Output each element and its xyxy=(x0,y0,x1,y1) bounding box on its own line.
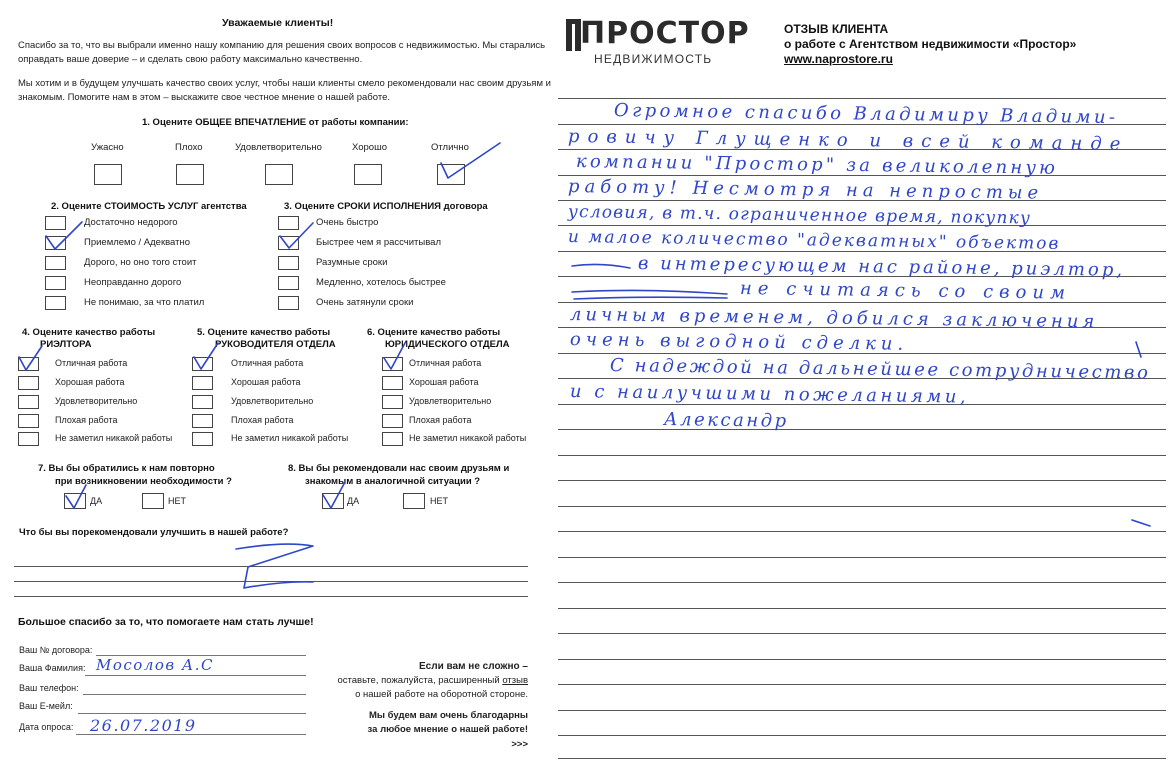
review-line: работу! Несмотря на непростые xyxy=(567,176,1044,204)
q4-title-line: 4. Оцените качество работы xyxy=(22,327,156,338)
q3-option-label: Очень затянули сроки xyxy=(316,297,414,308)
logo-subtitle: НЕДВИЖИМОСТЬ xyxy=(594,52,713,66)
q3-option-label: Быстрее чем я рассчитывал xyxy=(316,237,442,248)
q6-option-label: Удовлетворительно xyxy=(409,396,492,406)
review-heading: ОТЗЫВ КЛИЕНТА xyxy=(784,22,889,36)
q3-option-label: Медленно, хотелось быстрее xyxy=(316,277,446,288)
q6-option-label: Не заметил никакой работы xyxy=(409,433,527,443)
q5-option-label: Удовлетворительно xyxy=(231,396,314,406)
side-note-line: о нашей работе на оборотной стороне. xyxy=(355,689,528,700)
side-note-text: оставьте, пожалуйста, расширенный xyxy=(337,675,500,686)
side-note-line: Мы будем вам очень благодарны xyxy=(369,710,528,721)
q6-option-label: Хорошая работа xyxy=(409,377,479,387)
q2-title: 2. Оцените СТОИМОСТЬ УСЛУГ агентства xyxy=(51,201,247,212)
contract-label: Ваш № договора: xyxy=(19,645,93,655)
page-title: Уважаемые клиенты! xyxy=(222,17,334,29)
review-line: компании "Простор" за великолепную xyxy=(575,151,1059,179)
q4-option-label: Хорошая работа xyxy=(55,377,125,387)
q3-title: 3. Оцените СРОКИ ИСПОЛНЕНИЯ договора xyxy=(284,201,488,212)
intro-line: Мы хотим и в будущем улучшать качество своих услуг, чтобы наши клиенты смело рекомендовали нас своим друзьям и xyxy=(18,78,551,89)
q8-no-label: НЕТ xyxy=(430,496,448,506)
thanks-text: Большое спасибо за то, что помогаете нам стать лучше! xyxy=(18,616,314,628)
q7-title-line: 7. Вы бы обратились к нам повторно xyxy=(38,463,215,474)
q8-yes-label: ДА xyxy=(347,496,360,506)
review-line: ровичу Глущенко и всей команде xyxy=(567,126,1129,155)
q5-title-line: РУКОВОДИТЕЛЯ ОТДЕЛА xyxy=(215,339,336,350)
q4-option-label: Плохая работа xyxy=(55,415,118,425)
review-link[interactable]: отзыв xyxy=(502,675,528,686)
review-line: Огромное спасибо Владимиру Владими- xyxy=(613,100,1119,129)
q1-option-label: Хорошо xyxy=(352,142,387,153)
q6-option-label: Отличная работа xyxy=(409,358,482,368)
q7-yes-label: ДА xyxy=(90,496,103,506)
strikethrough-icon xyxy=(572,290,727,294)
logo-wordmark: ПРОСТОР xyxy=(580,16,750,51)
q3-option-label: Разумные сроки xyxy=(316,257,388,268)
q7-title-line: при возникновении необходимости ? xyxy=(55,476,232,487)
strikethrough-icon xyxy=(572,264,630,268)
q8-title-line: 8. Вы бы рекомендовали нас своим друзьям и xyxy=(288,463,510,474)
q6-title-line: ЮРИДИЧЕСКОГО ОТДЕЛА xyxy=(385,339,510,350)
intro-line: знакомым. Помогите нам в этом – выскажите свое честное мнение о нашей работе. xyxy=(18,92,390,103)
q2-option-label: Достаточно недорого xyxy=(84,217,178,228)
date-label: Дата опроса: xyxy=(19,722,74,732)
q4-title-line: РИЭЛТОРА xyxy=(40,339,92,350)
site-link[interactable]: www.naprostore.ru xyxy=(784,52,893,66)
review-signature: Александр xyxy=(663,409,789,432)
q6-option-label: Плохая работа xyxy=(409,415,472,425)
phone-label: Ваш телефон: xyxy=(19,683,79,693)
review-line: личным временем, добился заключения xyxy=(569,304,1099,333)
check-mark-icon xyxy=(1136,342,1141,357)
q6-title-line: 6. Оцените качество работы xyxy=(367,327,501,338)
q7-no-label: НЕТ xyxy=(168,496,186,506)
intro-line: оправдать ваше доверие – и сделать свою работу максимально качественно. xyxy=(18,54,363,65)
review-line: и с наилучшими пожеланиями, xyxy=(569,381,970,408)
surname-label: Ваша Фамилия: xyxy=(19,663,86,673)
strikethrough-icon xyxy=(574,297,727,299)
date-value: 26.07.2019 xyxy=(90,716,197,735)
review-line: не считаясь со своим xyxy=(739,278,1072,304)
review-line: и малое количество "адекватных" объектов xyxy=(567,227,1061,254)
review-line: С надеждой на дальнейшее сотрудничество xyxy=(609,355,1151,384)
q5-option-label: Плохая работа xyxy=(231,415,294,425)
q1-option-label: Плохо xyxy=(175,142,203,153)
q1-option-label: Удовлетворительно xyxy=(235,142,322,153)
q2-option-label: Приемлемо / Адекватно xyxy=(84,237,191,248)
stroke-icon xyxy=(1132,520,1150,526)
review-line: в интересующем нас районе, риэлтор, xyxy=(637,253,1126,281)
review-subheading: о работе с Агентством недвижимости «Простор» xyxy=(784,37,1077,51)
q1-title: 1. Оцените ОБЩЕЕ ВПЕЧАТЛЕНИЕ от работы компании: xyxy=(142,117,409,128)
improve-question: Что бы вы порекомендовали улучшить в нашей работе? xyxy=(19,527,289,538)
q2-option-label: Не понимаю, за что платил xyxy=(84,297,205,308)
q8-title-line: знакомым в аналогичной ситуации ? xyxy=(305,476,481,487)
review-line: условия, в т.ч. ограниченное время, покупку xyxy=(567,202,1032,229)
review-line: очень выгодной сделки. xyxy=(569,329,909,355)
intro-line: Спасибо за то, что вы выбрали именно нашу компанию для решения своих вопросов с недвижимостью. Мы старались xyxy=(18,40,546,51)
q5-option-label: Хорошая работа xyxy=(231,377,301,387)
q4-option-label: Не заметил никакой работы xyxy=(55,433,173,443)
q2-option-label: Неоправданно дорого xyxy=(84,277,182,288)
q1-option-label: Отлично xyxy=(431,142,469,153)
q5-option-label: Не заметил никакой работы xyxy=(231,433,349,443)
side-note-line: Если вам не сложно – xyxy=(419,661,528,672)
q3-option-label: Очень быстро xyxy=(316,217,379,228)
q4-option-label: Отличная работа xyxy=(55,358,128,368)
side-note-line: за любое мнение о нашей работе! xyxy=(367,724,528,735)
q2-option-label: Дорого, но оно того стоит xyxy=(84,257,197,268)
q5-title-line: 5. Оцените качество работы xyxy=(197,327,331,338)
q4-option-label: Удовлетворительно xyxy=(55,396,138,406)
email-label: Ваш Е-мейл: xyxy=(19,701,73,711)
q1-option-label: Ужасно xyxy=(91,142,124,153)
q5-option-label: Отличная работа xyxy=(231,358,304,368)
arrows: >>> xyxy=(511,739,528,750)
surname-value: Мосолов А.С xyxy=(96,656,215,674)
